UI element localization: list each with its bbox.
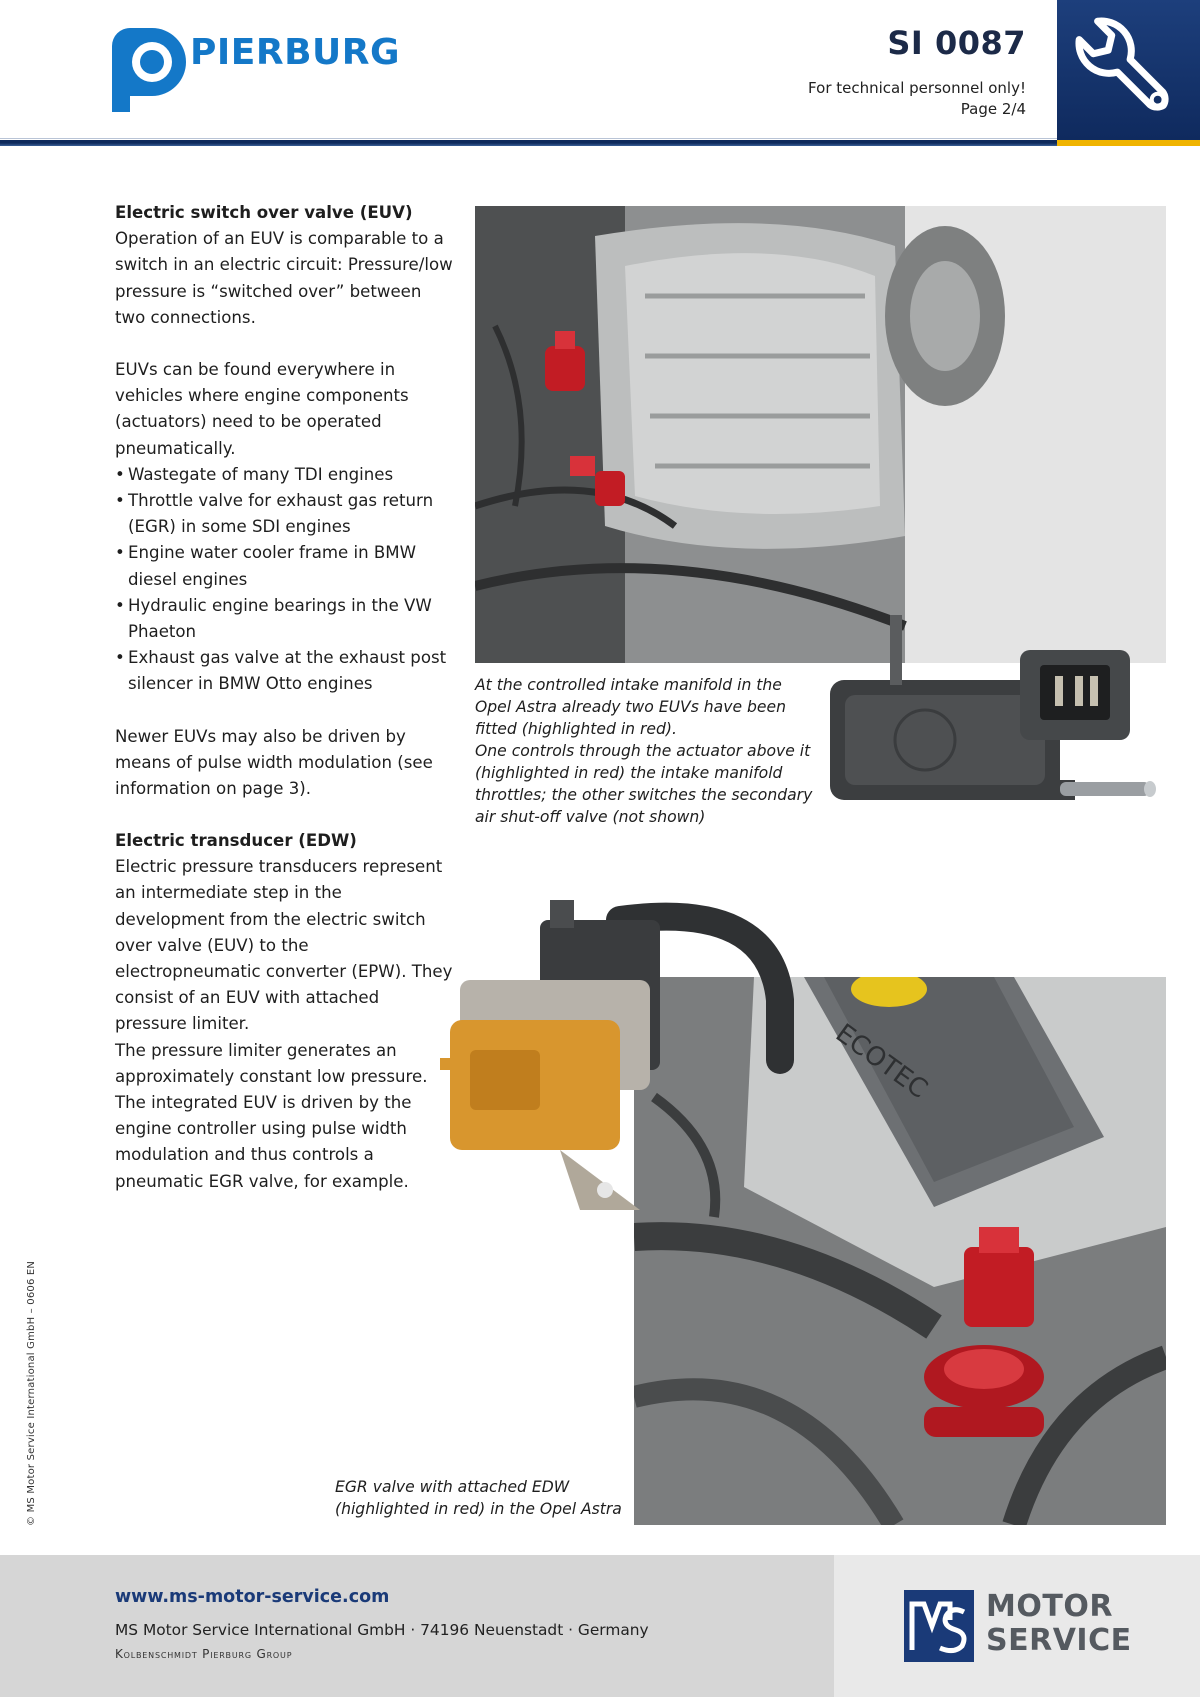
list-item: • Hydraulic engine bearings in the VW Phaeton <box>115 593 455 645</box>
euv-usage: EUVs can be found everywhere in vehicles where engine components (actuators) need to be operated pneumatically. <box>115 360 409 458</box>
intake-manifold-illustration <box>475 206 1166 663</box>
header-rule <box>0 140 1057 146</box>
edw-control: The integrated EUV is driven by the engine controller using pulse width modulation and thus controls a pneumatic EGR valve, for example. <box>115 1093 412 1191</box>
list-item: • Throttle valve for exhaust gas return (EGR) in some SDI engines <box>115 488 455 540</box>
edw-product-illustration <box>440 880 800 1210</box>
list-item: • Engine water cooler frame in BMW diesel engines <box>115 540 455 592</box>
company-group: Kolbenschmidt Pierburg Group <box>115 1647 293 1661</box>
copyright-note: © MS Motor Service International GmbH – 0606 EN <box>26 1260 37 1526</box>
page-number: Page 2/4 <box>960 100 1026 118</box>
ecotec-label: ECOTEC <box>829 1018 933 1105</box>
page-footer <box>0 1555 1200 1697</box>
photo1-caption <box>475 674 815 828</box>
photo2-caption: EGR valve with attached EDW (highlighted in red) in the Opel Astra <box>335 1478 622 1518</box>
photo1-caption-a: At the controlled intake manifold in the Opel Astra already two EUVs have been fitted (highlighted in red). <box>475 676 786 738</box>
website-link[interactable]: www.ms-motor-service.com <box>115 1587 390 1607</box>
euv-product-illustration <box>820 610 1170 840</box>
audience-note: For technical personnel only! <box>808 79 1026 97</box>
edw-limiter: The pressure limiter generates an approximately constant low pressure. <box>115 1040 428 1086</box>
edw-section <box>115 828 455 1195</box>
wrench-panel <box>1057 0 1200 146</box>
motor-service-wordmark <box>986 1590 1132 1658</box>
edw-body: Electric pressure transducers represent an intermediate step in the development from the electric switch over valve (EUV) to the electropneumatic converter (EPW). They consist of an EUV with attached pressure limiter. <box>115 857 453 1034</box>
brand-name: PIERBURG <box>190 32 401 73</box>
wrench-icon <box>1057 0 1200 140</box>
edw-heading: Electric transducer (EDW) <box>115 831 357 850</box>
document-id: SI 0087 <box>887 24 1026 62</box>
motor-service-logo <box>904 1590 1134 1662</box>
euv-pwm-note: Newer EUVs may also be driven by means of pulse width modulation (see information on page 3). <box>115 726 433 799</box>
ms-monogram-icon <box>904 1590 974 1662</box>
wordmark-line-2: SERVICE <box>986 1623 1132 1658</box>
euv-applications-list <box>115 462 455 698</box>
list-item: • Exhaust gas valve at the exhaust post silencer in BMW Otto engines <box>115 645 455 697</box>
euv-heading: Electric switch over valve (EUV) <box>115 203 413 222</box>
pierburg-logo-mark-icon <box>112 28 186 112</box>
euv-section <box>115 200 455 802</box>
wordmark-line-1: MOTOR <box>986 1589 1113 1624</box>
company-address: MS Motor Service International GmbH · 74196 Neuenstadt · Germany <box>115 1621 649 1639</box>
header-rule-highlight <box>0 138 1057 139</box>
photo1-caption-b: One controls through the actuator above it (highlighted in red) the intake manifold throttles; the other switches the secondary air shut-off valve (not shown) <box>475 742 813 826</box>
header-note <box>808 78 1026 120</box>
page-header <box>0 0 1200 146</box>
intake-manifold-photo <box>475 206 1166 663</box>
euv-intro: Operation of an EUV is comparable to a switch in an electric circuit: Pressure/low pressure is “switched over” between two connections. <box>115 229 453 327</box>
pierburg-logo <box>112 28 412 112</box>
list-item: • Wastegate of many TDI engines <box>115 462 455 488</box>
ms-logo-mark <box>904 1590 974 1662</box>
